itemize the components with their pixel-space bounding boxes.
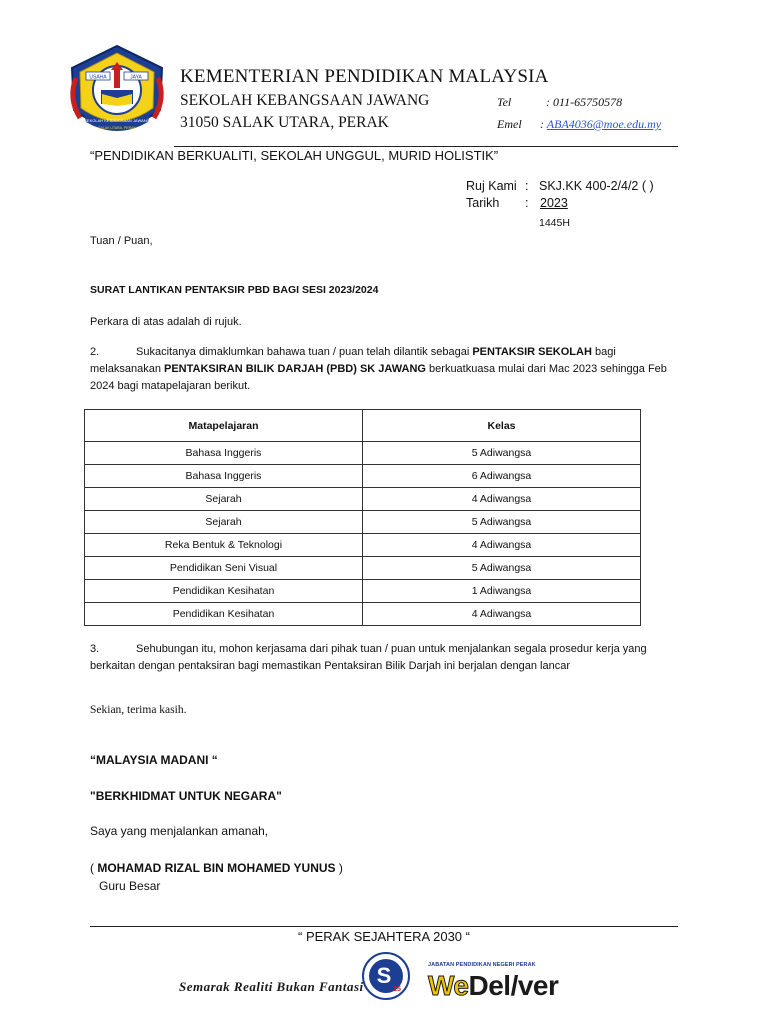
we-deliver-logo (428, 970, 558, 1002)
closing-remark: Sekian, terima kasih. (90, 704, 187, 716)
paragraph-3-line-1 (90, 641, 690, 658)
paragraph-2-number: 2. (90, 346, 100, 358)
cell-subject: Reka Bentuk & Teknologi (85, 534, 363, 557)
email-colon: : (540, 117, 547, 131)
cell-class: 4 Adiwangsa (363, 488, 641, 511)
tel-value: : 011-65750578 (546, 95, 623, 109)
table-row (85, 603, 641, 626)
cell-class: 5 Adiwangsa (363, 557, 641, 580)
centre-emblem-logo (361, 951, 411, 1001)
paragraph-2-line-2 (90, 361, 690, 378)
paragraph-3-line-2: berkaitan dengan pentaksiran bagi memastikan Pentaksiran Bilik Darjah ini berjalan dengan lancar (90, 660, 571, 672)
school-crest-logo (64, 38, 170, 144)
table-body (85, 442, 641, 626)
crest-banner-right: JAYA (130, 74, 142, 81)
paragraph-2-text: berkuatkuasa mulai dari Mac 2023 sehingga Feb (425, 363, 667, 375)
role-pentaksir-sekolah: PENTAKSIR SEKOLAH (472, 346, 592, 358)
table-row (85, 534, 641, 557)
signatory-fullname: MOHAMAD RIZAL BIN MOHAMED YUNUS (97, 861, 336, 875)
table-header-row (85, 410, 641, 442)
subjects-table (84, 409, 641, 626)
crest-bottom-text: SALAK UTARA, PERAK (98, 126, 136, 130)
table-row (85, 511, 641, 534)
email-link[interactable]: ABA4036@moe.edu.my (546, 117, 662, 131)
salutation: Tuan / Puan, (90, 235, 153, 247)
cell-subject: Sejarah (85, 488, 363, 511)
paragraph-2-line-3: 2024 bagi matapelajaran berikut. (90, 380, 251, 392)
deliver-text: Del/ver (468, 970, 559, 1001)
emblem-number: 25 (393, 986, 401, 993)
signatory-name (90, 861, 343, 875)
trust-line: Saya yang menjalankan amanah, (90, 824, 269, 838)
footer-divider (90, 926, 678, 927)
date-value: 2023 (540, 196, 568, 210)
cell-class: 4 Adiwangsa (363, 603, 641, 626)
footer-slogan: “ PERAK SEJAHTERA 2030 “ (298, 929, 470, 944)
paragraph-3-number: 3. (90, 643, 100, 655)
crest-ring-text: SEKOLAH KEBANGSAAN JAWANG (84, 118, 150, 123)
cell-subject: Sejarah (85, 511, 363, 534)
paragraph-2 (90, 344, 690, 395)
paragraph-2-text: melaksanakan (90, 363, 164, 375)
letter-subject: SURAT LANTIKAN PENTAKSIR PBD BAGI SESI 2023/2024 (90, 284, 379, 296)
tel-label: Tel (497, 95, 512, 109)
paragraph-2-text: Sukacitanya dimaklumkan bahawa tuan / puan telah dilantik sebagai (136, 346, 473, 358)
table-row (85, 488, 641, 511)
ref-colon: : (525, 179, 529, 193)
paragraph-1: Perkara di atas adalah di rujuk. (90, 316, 242, 328)
paragraph-3 (90, 641, 690, 675)
header-class: Kelas (363, 410, 641, 442)
table-row (85, 465, 641, 488)
table-row (85, 580, 641, 603)
table-row (85, 442, 641, 465)
hijri-year: 1445H (539, 217, 570, 229)
cell-subject: Pendidikan Kesihatan (85, 580, 363, 603)
header-divider (174, 146, 678, 147)
school-motto: “PENDIDIKAN BERKUALITI, SEKOLAH UNGGUL, MURID HOLISTIK” (90, 148, 499, 163)
school-address: 31050 SALAK UTARA, PERAK (180, 114, 389, 131)
crest-banner-left: USAHA (89, 74, 107, 81)
slogan-malaysia-madani: “MALAYSIA MADANI “ (90, 753, 218, 767)
signatory-close-paren: ) (335, 861, 343, 875)
paragraph-2-line-1 (90, 344, 690, 361)
date-colon: : (525, 196, 529, 210)
ref-label: Ruj Kami (466, 179, 517, 193)
programme-pbd: PENTAKSIRAN BILIK DARJAH (PBD) SK JAWANG (164, 363, 426, 375)
cell-class: 5 Adiwangsa (363, 442, 641, 465)
ref-number: SKJ.KK 400-2/4/2 ( ) (539, 179, 654, 193)
header-subject: Matapelajaran (85, 410, 363, 442)
signatory-title: Guru Besar (99, 879, 161, 893)
slogan-berkhidmat: "BERKHIDMAT UNTUK NEGARA" (90, 789, 282, 803)
signatory-open-paren: ( (90, 861, 98, 875)
cell-class: 1 Adiwangsa (363, 580, 641, 603)
paragraph-3-text: Sehubungan itu, mohon kerjasama dari pihak tuan / puan untuk menjalankan segala prosedur kerja yang (136, 643, 647, 655)
school-name: SEKOLAH KEBANGSAAN JAWANG (180, 92, 430, 109)
cell-subject: Pendidikan Seni Visual (85, 557, 363, 580)
table-row (85, 557, 641, 580)
date-label: Tarikh (466, 196, 500, 210)
paragraph-2-text: bagi (591, 346, 616, 358)
ministry-name: KEMENTERIAN PENDIDIKAN MALAYSIA (180, 66, 549, 87)
email-label: Emel (497, 117, 522, 131)
semarak-tagline: Semarak Realiti Bukan Fantasi (179, 979, 364, 994)
cell-class: 4 Adiwangsa (363, 534, 641, 557)
email-field (540, 117, 661, 132)
cell-subject: Bahasa Inggeris (85, 442, 363, 465)
we-text: We (428, 970, 469, 1001)
cell-subject: Pendidikan Kesihatan (85, 603, 363, 626)
cell-subject: Bahasa Inggeris (85, 465, 363, 488)
emblem-letter: S (376, 963, 392, 988)
jpn-perak-label: JABATAN PENDIDIKAN NEGERI PERAK (428, 962, 536, 968)
cell-class: 5 Adiwangsa (363, 511, 641, 534)
cell-class: 6 Adiwangsa (363, 465, 641, 488)
